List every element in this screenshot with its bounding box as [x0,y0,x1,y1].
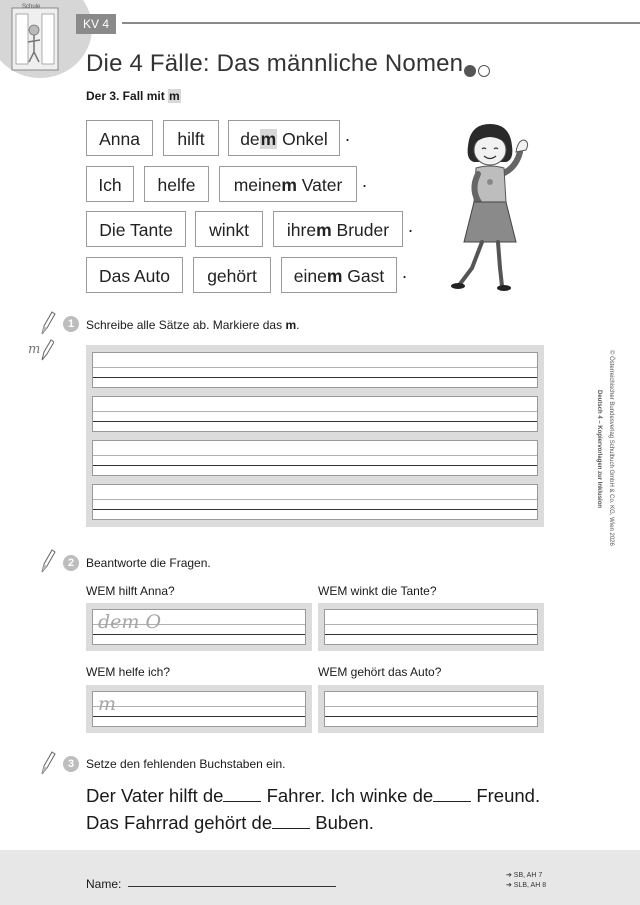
sentence-period: . [362,171,368,191]
task-number: 2 [63,555,79,571]
gap-blank[interactable] [433,785,471,802]
subtitle-text: Der 3. Fall mit [86,89,169,103]
handwritten-example: m [98,693,117,715]
word-box: helfe [144,166,209,202]
task2-instruction: Beantworte die Fragen. [86,556,211,570]
word-box: dem Onkel [228,120,340,156]
question-label: WEM winkt die Tante? [318,584,437,598]
task-number: 3 [63,756,79,772]
subtitle [86,89,181,103]
pencil-icon [38,750,56,776]
word-box: Das Auto [86,257,183,293]
difficulty-dot-filled [464,65,476,77]
question-label: WEM helfe ich? [86,665,171,679]
page-title: Die 4 Fälle: Das männliche Nomen [86,50,464,77]
side-copyright: © Österreichischer Bundesverlag Schulbuch GmbH & Co. KG, Wien 2026 [608,350,614,546]
word-box: meinem Vater [219,166,357,202]
task1-instruction: Schreibe alle Sätze ab. Markiere das m. [86,318,300,332]
word-box: Die Tante [86,211,186,247]
answer-line[interactable] [92,691,306,727]
reference-sb: ➔ SB, AH 7 [506,872,543,879]
corner-label: Schule [22,4,41,10]
gap-sentence-line-2: Das Fahrrad gehört de Buben. [86,812,374,833]
word-box: Anna [86,120,153,156]
gap-sentence-line-1: Der Vater hilft de Fahrer. Ich winke de Freund. [86,785,541,806]
handwritten-example: dem O [98,611,162,633]
question-label: WEM hilft Anna? [86,584,175,598]
task3-instruction: Setze den fehlenden Buchstaben ein. [86,757,286,771]
answer-panel [86,685,312,733]
corner-illustration [0,0,92,78]
name-input-line[interactable] [128,886,336,887]
answer-panel [86,603,312,651]
writing-line[interactable] [92,352,538,388]
writing-line[interactable] [92,396,538,432]
word-box: ihrem Bruder [273,211,403,247]
pencil-icon [38,548,56,574]
gap-blank[interactable] [223,785,261,802]
task-number: 1 [63,316,79,332]
name-label: Name: [86,877,122,891]
sentence-period: . [408,216,414,236]
sentence-period: . [402,262,408,282]
word-box: hilft [163,120,219,156]
word-box: gehört [193,257,271,293]
kv-badge: KV 4 [76,14,116,34]
reference-slb: ➔ SLB, AH 8 [506,882,547,889]
difficulty-dot-empty [478,65,490,77]
school-door-icon [0,0,92,78]
answer-panel [318,685,544,733]
side-book-title: Deutsch 4 – Kopiervorlagen zur Inklusion [596,390,602,509]
answer-line[interactable] [324,691,538,727]
subtitle-letter: m [169,89,180,103]
sentence-period: . [345,125,351,145]
word-box: winkt [195,211,263,247]
writing-panel [86,345,544,527]
writing-line[interactable] [92,484,538,520]
answer-line[interactable] [324,609,538,645]
margin-hint: m [28,342,41,357]
girl-waving-illustration [440,118,540,296]
difficulty-indicator [464,62,492,80]
word-box: einem Gast [281,257,397,293]
gap-blank[interactable] [272,812,310,829]
pencil-icon [38,310,56,336]
header-rule [122,22,640,24]
word-box: Ich [86,166,134,202]
writing-line[interactable] [92,440,538,476]
question-label: WEM gehört das Auto? [318,665,442,679]
answer-panel [318,603,544,651]
